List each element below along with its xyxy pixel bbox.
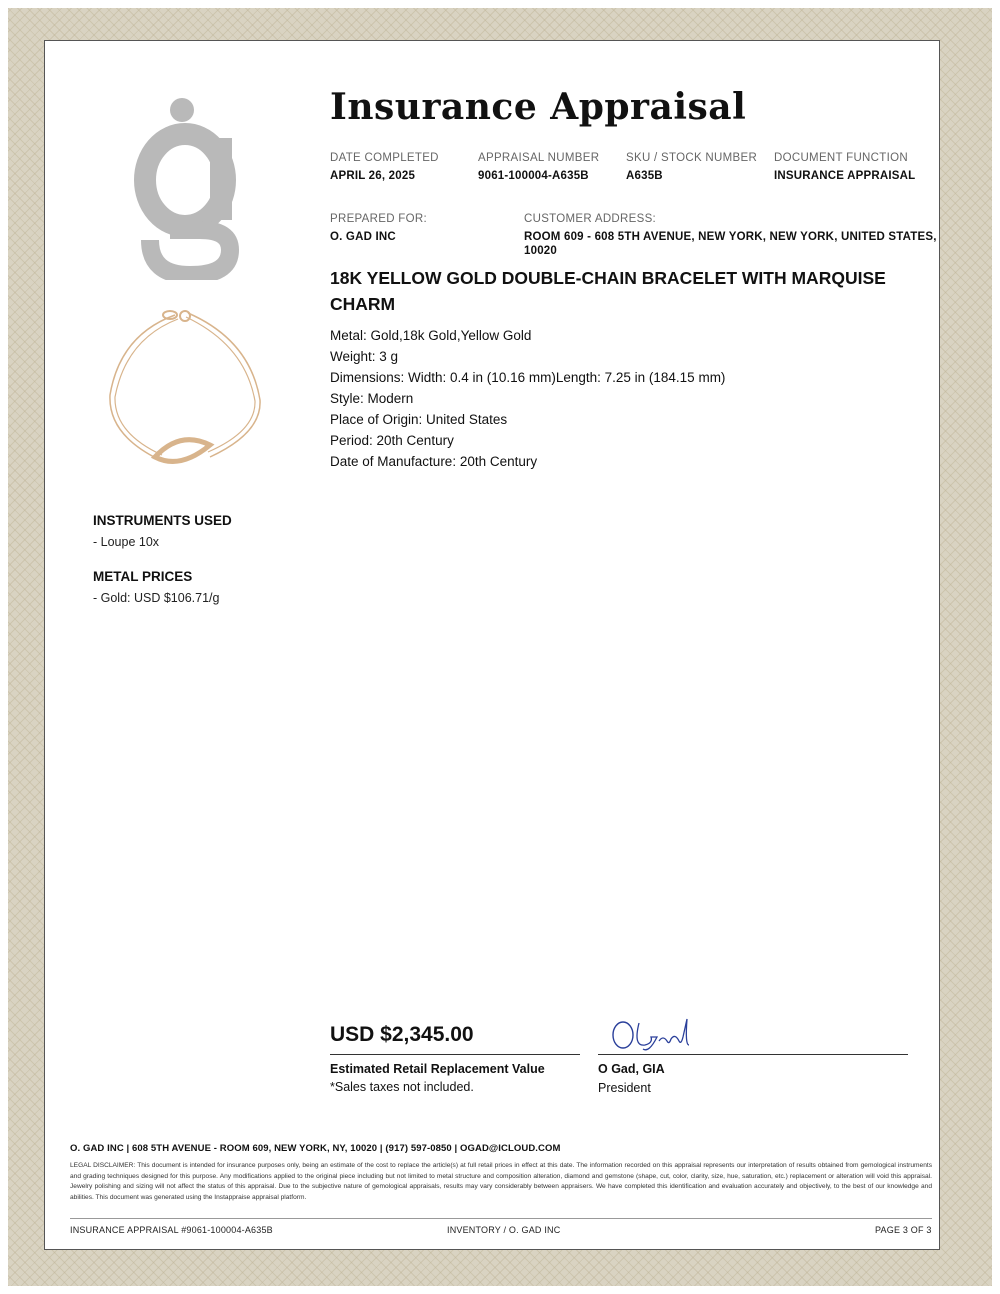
footer-page-number: PAGE 3 OF 3 <box>875 1225 932 1235</box>
prepared-for-value: O. GAD INC <box>330 231 396 243</box>
signature-mark <box>605 1015 705 1055</box>
metal-price-item: - Gold: USD $106.71/g <box>93 591 220 605</box>
signature-divider <box>598 1054 908 1055</box>
spec-dimensions: Dimensions: Width: 0.4 in (10.16 mm)Length: 7.25 in (184.15 mm) <box>330 370 726 385</box>
document-function-value: INSURANCE APPRAISAL <box>774 170 916 182</box>
date-completed-value: APRIL 26, 2025 <box>330 170 416 182</box>
tax-note: *Sales taxes not included. <box>330 1080 474 1094</box>
signer-role: President <box>598 1081 651 1095</box>
footer-divider <box>70 1218 932 1219</box>
customer-address-line2: 10020 <box>524 245 557 257</box>
company-contact: O. GAD INC | 608 5TH AVENUE - ROOM 609, NEW YORK, NY, 10020 | (917) 597-0850 | OGAD@ICLOUD.COM <box>70 1143 561 1154</box>
spec-period: Period: 20th Century <box>330 433 454 448</box>
appraised-value: USD $2,345.00 <box>330 1023 474 1046</box>
customer-address-label: CUSTOMER ADDRESS: <box>524 213 657 225</box>
date-completed-label: DATE COMPLETED <box>330 152 439 164</box>
appraisal-number-label: APPRAISAL NUMBER <box>478 152 600 164</box>
item-title: 18K YELLOW GOLD DOUBLE-CHAIN BRACELET WITH MARQUISE CHARM <box>330 268 886 314</box>
company-logo <box>90 90 280 280</box>
bracelet-icon <box>100 305 270 480</box>
legal-disclaimer: LEGAL DISCLAIMER: This document is intended for insurance purposes only, being an estimate of the cost to replace the article(s) at full retail prices in effect at this date. The information recorded on this appraisal represents our interpretation of results obtained from gemological instruments and grading techniques designed for this purpose. Any modifications applied to the original piece including but not limited to metal structure and composition alteration, diamond and gemstone (shape, cut, color, clarity, size, hue, saturation, etc.) replacement or alteration will void this appraisal. Jewelry polishing and sizing will not affect the status of this appraisal. Due to the subjective nature of gemological appraisals, results may vary considerably between appraisers. We have completed this identification and evaluation accurately and objectively, to the best of our knowledge and abilities. This document was generated using the Instappraise appraisal platform. <box>70 1162 932 1201</box>
g-logo-icon <box>90 90 280 280</box>
signature-icon <box>605 1015 705 1055</box>
bracelet-image <box>100 305 270 480</box>
customer-address-line1: ROOM 609 - 608 5TH AVENUE, NEW YORK, NEW YORK, UNITED STATES, <box>524 231 937 243</box>
appraisal-number-value: 9061-100004-A635B <box>478 170 589 182</box>
metal-prices-heading: METAL PRICES <box>93 569 193 584</box>
value-divider <box>330 1054 580 1055</box>
spec-manufacture: Date of Manufacture: 20th Century <box>330 454 538 469</box>
instruments-heading: INSTRUMENTS USED <box>93 513 232 528</box>
document-function-label: DOCUMENT FUNCTION <box>774 152 908 164</box>
spec-origin: Place of Origin: United States <box>330 412 508 427</box>
sku-label: SKU / STOCK NUMBER <box>626 152 758 164</box>
footer-inventory: INVENTORY / O. GAD INC <box>447 1225 561 1235</box>
spec-style: Style: Modern <box>330 391 414 406</box>
value-label: Estimated Retail Replacement Value <box>330 1062 545 1076</box>
sku-value: A635B <box>626 170 663 182</box>
instrument-item: - Loupe 10x <box>93 535 160 549</box>
signer-name: O Gad, GIA <box>598 1062 665 1076</box>
spec-weight: Weight: 3 g <box>330 349 399 364</box>
spec-metal: Metal: Gold,18k Gold,Yellow Gold <box>330 328 532 343</box>
footer-appraisal-id: INSURANCE APPRAISAL #9061-100004-A635B <box>70 1225 273 1235</box>
item-specs <box>330 325 725 472</box>
prepared-for-label: PREPARED FOR: <box>330 213 427 225</box>
document-title: Insurance Appraisal <box>330 86 747 128</box>
